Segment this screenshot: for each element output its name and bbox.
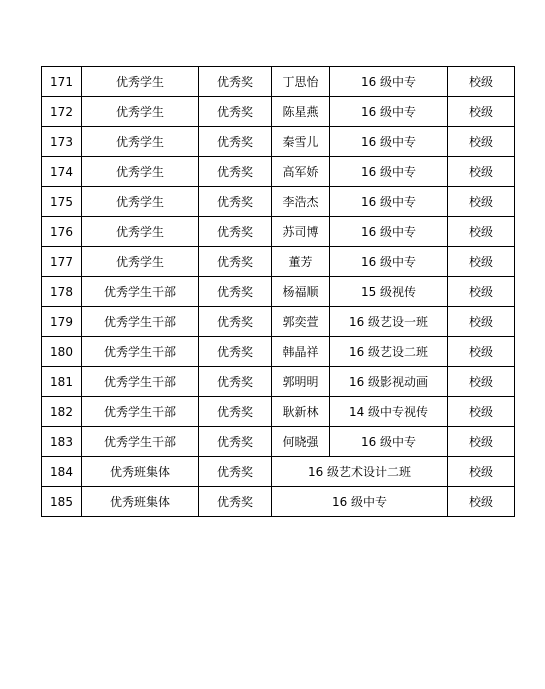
class-name: 16 级中专 bbox=[330, 247, 448, 277]
award-category: 优秀学生 bbox=[82, 217, 199, 247]
student-name: 何晓强 bbox=[272, 427, 330, 457]
student-name: 耿新林 bbox=[272, 397, 330, 427]
row-number: 177 bbox=[42, 247, 82, 277]
award-level: 校级 bbox=[448, 217, 515, 247]
award-category: 优秀学生 bbox=[82, 247, 199, 277]
award-category: 优秀学生干部 bbox=[82, 337, 199, 367]
table-row bbox=[42, 277, 515, 307]
student-name: 郭奕萱 bbox=[272, 307, 330, 337]
award-level: 校级 bbox=[448, 67, 515, 97]
award-category: 优秀班集体 bbox=[82, 457, 199, 487]
award-level: 校级 bbox=[448, 457, 515, 487]
row-number: 176 bbox=[42, 217, 82, 247]
award-type: 优秀奖 bbox=[199, 427, 272, 457]
student-name: 苏司博 bbox=[272, 217, 330, 247]
award-type: 优秀奖 bbox=[199, 337, 272, 367]
table-row bbox=[42, 97, 515, 127]
award-category: 优秀学生干部 bbox=[82, 397, 199, 427]
table-row bbox=[42, 217, 515, 247]
table-row bbox=[42, 457, 515, 487]
award-category: 优秀学生干部 bbox=[82, 307, 199, 337]
class-name: 16 级影视动画 bbox=[330, 367, 448, 397]
class-name: 16 级艺设一班 bbox=[330, 307, 448, 337]
student-name: 丁思怡 bbox=[272, 67, 330, 97]
class-name: 16 级艺术设计二班 bbox=[272, 457, 448, 487]
class-name: 16 级中专 bbox=[330, 427, 448, 457]
table-row bbox=[42, 67, 515, 97]
award-category: 优秀学生干部 bbox=[82, 277, 199, 307]
student-name: 杨福顺 bbox=[272, 277, 330, 307]
row-number: 180 bbox=[42, 337, 82, 367]
award-category: 优秀班集体 bbox=[82, 487, 199, 517]
award-type: 优秀奖 bbox=[199, 97, 272, 127]
row-number: 181 bbox=[42, 367, 82, 397]
award-category: 优秀学生 bbox=[82, 157, 199, 187]
award-level: 校级 bbox=[448, 97, 515, 127]
table-row bbox=[42, 337, 515, 367]
class-name: 16 级艺设二班 bbox=[330, 337, 448, 367]
award-type: 优秀奖 bbox=[199, 487, 272, 517]
row-number: 173 bbox=[42, 127, 82, 157]
class-name: 16 级中专 bbox=[272, 487, 448, 517]
award-category: 优秀学生 bbox=[82, 187, 199, 217]
table-row bbox=[42, 367, 515, 397]
row-number: 179 bbox=[42, 307, 82, 337]
award-type: 优秀奖 bbox=[199, 157, 272, 187]
student-name: 陈星燕 bbox=[272, 97, 330, 127]
student-name: 李浩杰 bbox=[272, 187, 330, 217]
award-type: 优秀奖 bbox=[199, 217, 272, 247]
row-number: 172 bbox=[42, 97, 82, 127]
award-level: 校级 bbox=[448, 367, 515, 397]
row-number: 174 bbox=[42, 157, 82, 187]
award-level: 校级 bbox=[448, 337, 515, 367]
class-name: 16 级中专 bbox=[330, 67, 448, 97]
awards-table bbox=[41, 66, 515, 517]
row-number: 182 bbox=[42, 397, 82, 427]
award-level: 校级 bbox=[448, 427, 515, 457]
table-row bbox=[42, 307, 515, 337]
award-type: 优秀奖 bbox=[199, 67, 272, 97]
class-name: 16 级中专 bbox=[330, 187, 448, 217]
award-type: 优秀奖 bbox=[199, 127, 272, 157]
table-row bbox=[42, 127, 515, 157]
award-type: 优秀奖 bbox=[199, 367, 272, 397]
student-name: 高军娇 bbox=[272, 157, 330, 187]
award-level: 校级 bbox=[448, 397, 515, 427]
student-name: 秦雪儿 bbox=[272, 127, 330, 157]
award-category: 优秀学生干部 bbox=[82, 427, 199, 457]
table-row bbox=[42, 487, 515, 517]
class-name: 16 级中专 bbox=[330, 127, 448, 157]
table-row bbox=[42, 247, 515, 277]
award-category: 优秀学生 bbox=[82, 127, 199, 157]
award-type: 优秀奖 bbox=[199, 187, 272, 217]
row-number: 184 bbox=[42, 457, 82, 487]
award-level: 校级 bbox=[448, 127, 515, 157]
award-level: 校级 bbox=[448, 157, 515, 187]
table-row bbox=[42, 397, 515, 427]
award-type: 优秀奖 bbox=[199, 277, 272, 307]
award-type: 优秀奖 bbox=[199, 397, 272, 427]
award-type: 优秀奖 bbox=[199, 307, 272, 337]
class-name: 16 级中专 bbox=[330, 97, 448, 127]
award-level: 校级 bbox=[448, 277, 515, 307]
table-row bbox=[42, 157, 515, 187]
class-name: 16 级中专 bbox=[330, 217, 448, 247]
table-row bbox=[42, 187, 515, 217]
row-number: 175 bbox=[42, 187, 82, 217]
award-category: 优秀学生干部 bbox=[82, 367, 199, 397]
student-name: 郭明明 bbox=[272, 367, 330, 397]
row-number: 178 bbox=[42, 277, 82, 307]
row-number: 171 bbox=[42, 67, 82, 97]
award-type: 优秀奖 bbox=[199, 247, 272, 277]
award-category: 优秀学生 bbox=[82, 97, 199, 127]
class-name: 15 级视传 bbox=[330, 277, 448, 307]
award-category: 优秀学生 bbox=[82, 67, 199, 97]
award-type: 优秀奖 bbox=[199, 457, 272, 487]
student-name: 韩晶祥 bbox=[272, 337, 330, 367]
class-name: 14 级中专视传 bbox=[330, 397, 448, 427]
row-number: 185 bbox=[42, 487, 82, 517]
award-level: 校级 bbox=[448, 247, 515, 277]
table-row bbox=[42, 427, 515, 457]
student-name: 董芳 bbox=[272, 247, 330, 277]
award-level: 校级 bbox=[448, 187, 515, 217]
row-number: 183 bbox=[42, 427, 82, 457]
class-name: 16 级中专 bbox=[330, 157, 448, 187]
award-level: 校级 bbox=[448, 487, 515, 517]
award-level: 校级 bbox=[448, 307, 515, 337]
